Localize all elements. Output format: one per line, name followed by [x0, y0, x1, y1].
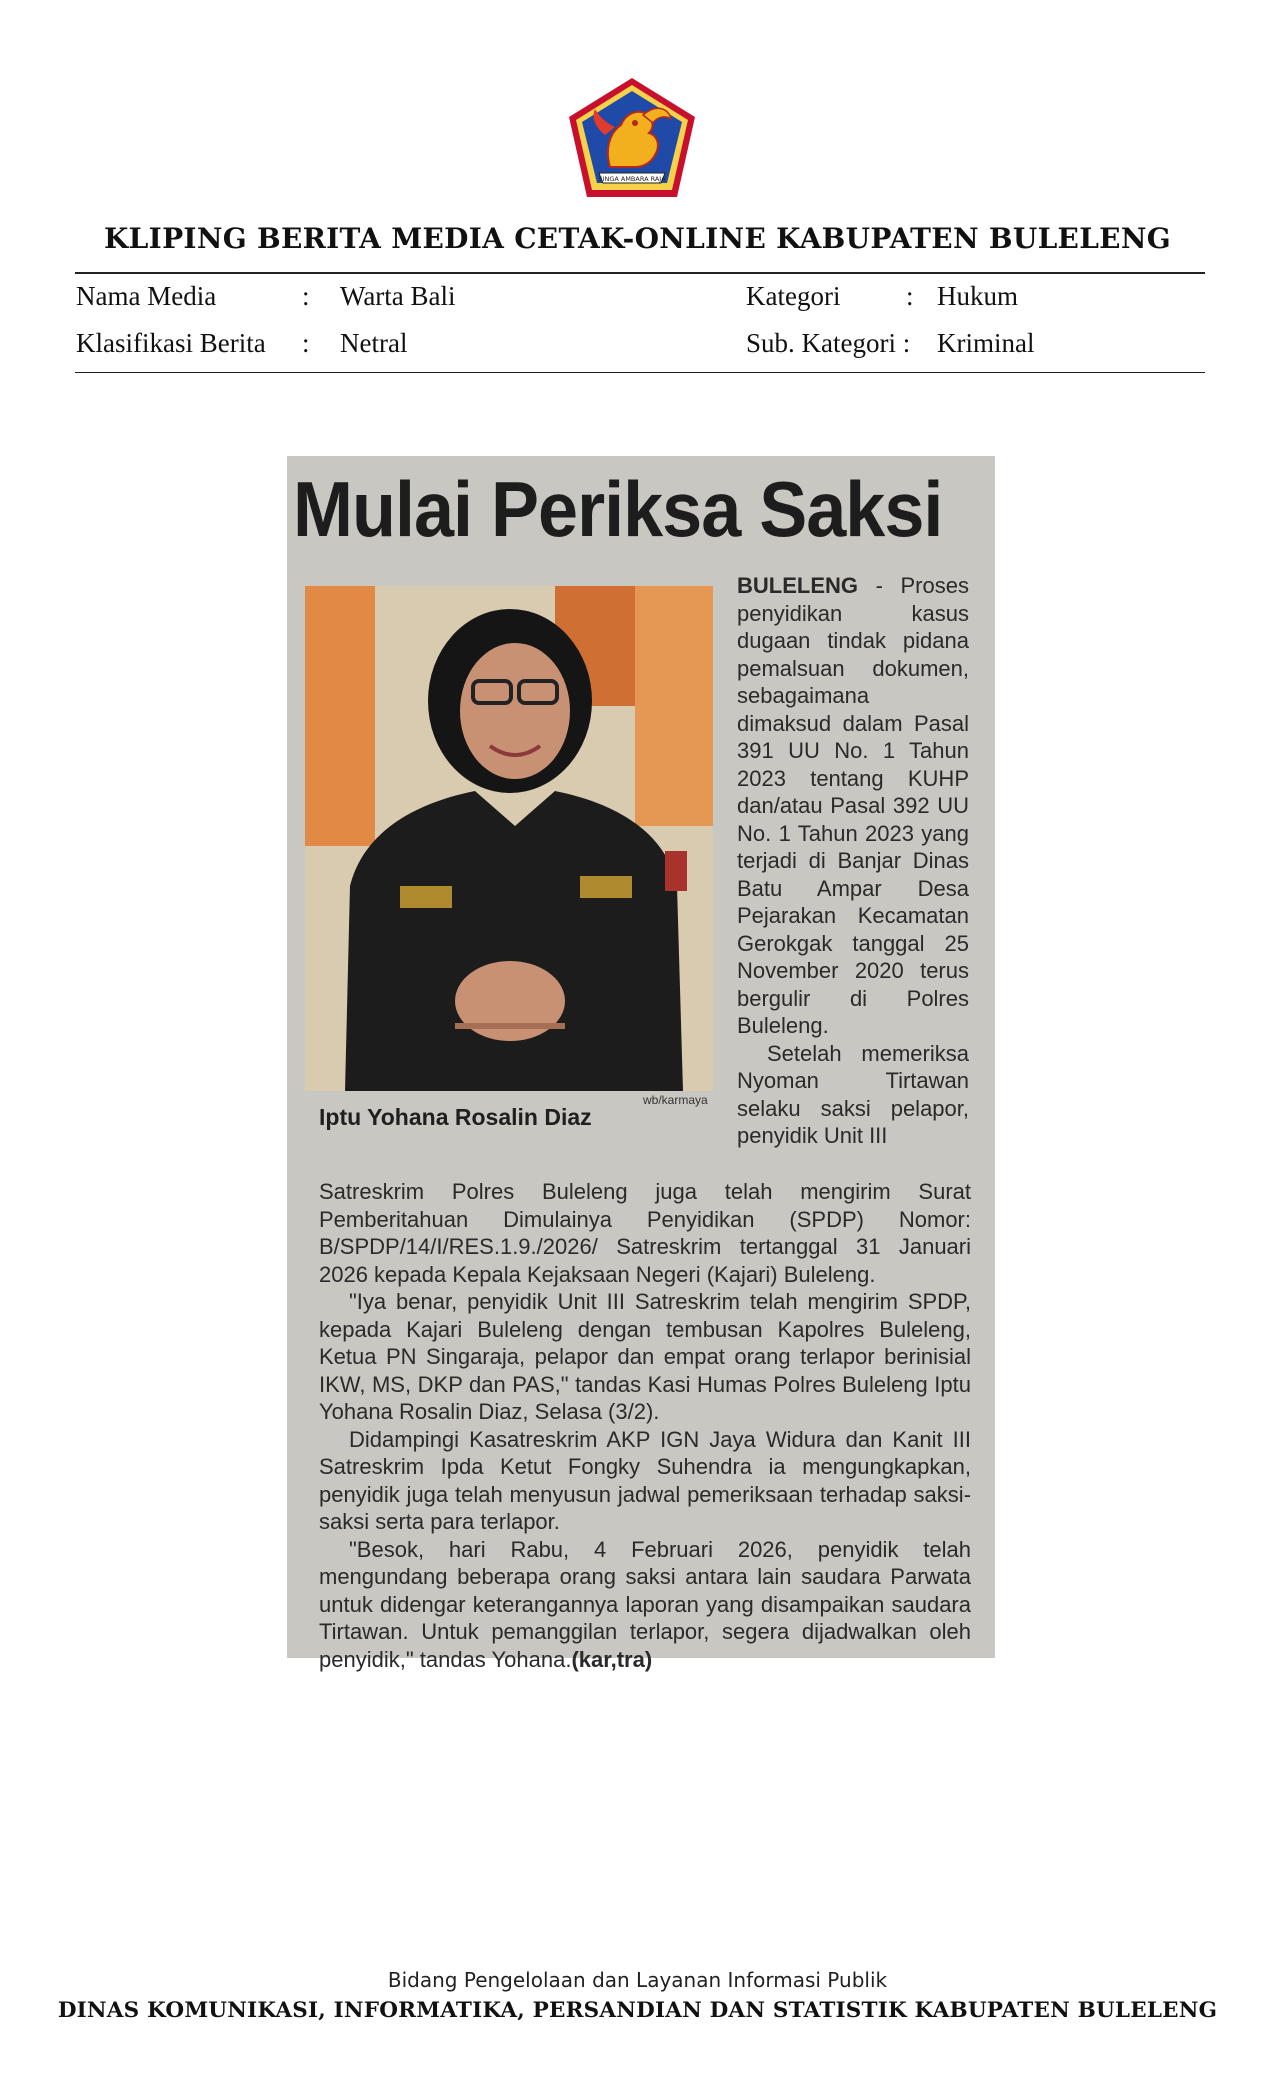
- kategori-sep: :: [906, 281, 914, 311]
- article-headline: Mulai Periksa Saksi: [293, 467, 943, 554]
- nama-media-label: Nama Media: [76, 281, 217, 311]
- sub-kategori-value: Kriminal: [937, 328, 1035, 358]
- klasifikasi-berita-value: Netral: [340, 328, 408, 358]
- newspaper-clipping: [287, 456, 995, 1672]
- svg-text:SINGA AMBARA RAJA: SINGA AMBARA RAJA: [598, 175, 666, 183]
- article-dateline: BULELENG: [737, 573, 858, 598]
- photo-caption: Iptu Yohana Rosalin Diaz: [319, 1104, 592, 1130]
- sub-kategori-label: Sub. Kategori :: [746, 328, 911, 358]
- kategori-value: Hukum: [937, 281, 1018, 311]
- portrait-photo-icon: [305, 586, 713, 1091]
- footer-division: Bidang Pengelolaan dan Layanan Informasi Publik: [387, 1968, 888, 1992]
- photo-credit: wb/karmaya: [643, 1093, 708, 1107]
- article-lead: - Proses penyidikan kasus dugaan tindak pidana pemalsuan dokumen, sebagaimana dimaksud dalam Pasal 391 UU No. 1 Tahun 2023 tentang KUHP dan/atau Pasal 392 UU No. 1 Tahun 2023 yang terjadi di Banjar Dinas Batu Ampar Desa Pejarakan Kecamatan Gerokgak tanggal 25 November 2020 terus bergulir di Polres Buleleng.: [737, 573, 969, 1038]
- article-photo: [305, 586, 713, 1091]
- article-lead-column: [737, 572, 969, 1150]
- header-top-divider: [75, 272, 1205, 274]
- nama-media-value: Warta Bali: [340, 281, 456, 311]
- article-paragraph-2-cont: Satreskrim Polres Buleleng juga telah mengirim Surat Pemberitahuan Dimulainya Penyidikan (SPDP) Nomor: B/SPDP/14/I/RES.1.9./2026/ Satreskrim tertanggal 31 Januari 2026 kepada Kepala Kejaksaan Negeri (Kajari) Buleleng.: [319, 1179, 971, 1287]
- article-body: [319, 1178, 971, 1673]
- kategori-label: Kategori: [746, 281, 841, 311]
- klasifikasi-sep: :: [302, 328, 310, 358]
- article-paragraph-5: [319, 1536, 971, 1674]
- article-paragraph-5-text: "Besok, hari Rabu, 4 Februari 2026, penyidik telah mengundang beberapa orang saksi antara lain saudara Parwata untuk didengar keterangannya laporan yang disampaikan saudara Tirtawan. Untuk pemanggilan terlapor, segera dijadwalkan oleh penyidik," tandas Yohana.: [319, 1536, 971, 1672]
- nama-media-sep: :: [302, 281, 310, 311]
- article-paragraph-3: "Iya benar, penyidik Unit III Satreskrim telah mengirim SPDP, kepada Kajari Buleleng dengan tembusan Kapolres Buleleng, Ketua PN Singaraja, pelapor dan empat orang terlapor berinisial IKW, MS, DKP dan PAS," tandas Kasi Humas Polres Buleleng Iptu Yohana Rosalin Diaz, Selasa (3/2).: [319, 1289, 971, 1424]
- article-paragraph-2-start: Setelah memeriksa Nyoman Tirtawan selaku saksi pelapor, penyidik Unit III: [737, 1040, 969, 1148]
- document-title: KLIPING BERITA MEDIA CETAK-ONLINE KABUPATEN BULELENG: [104, 222, 1171, 255]
- article-signature: (kar,tra): [571, 1646, 653, 1672]
- singa-ambara-raja-emblem-icon: [565, 75, 699, 201]
- footer-agency: DINAS KOMUNIKASI, INFORMATIKA, PERSANDIAN DAN STATISTIK KABUPATEN BULELENG: [57, 1998, 1218, 2023]
- klasifikasi-berita-label: Klasifikasi Berita: [76, 328, 266, 358]
- regency-emblem-logo: [565, 75, 699, 201]
- article-paragraph-4: Didampingi Kasatreskrim AKP IGN Jaya Widura dan Kanit III Satreskrim Ipda Ketut Fongky Suhendra ia mengungkapkan, penyidik juga telah menyusun jadwal pemeriksaan terhadap saksi-saksi serta para terlapor.: [319, 1426, 971, 1534]
- header-bottom-divider: [75, 372, 1205, 373]
